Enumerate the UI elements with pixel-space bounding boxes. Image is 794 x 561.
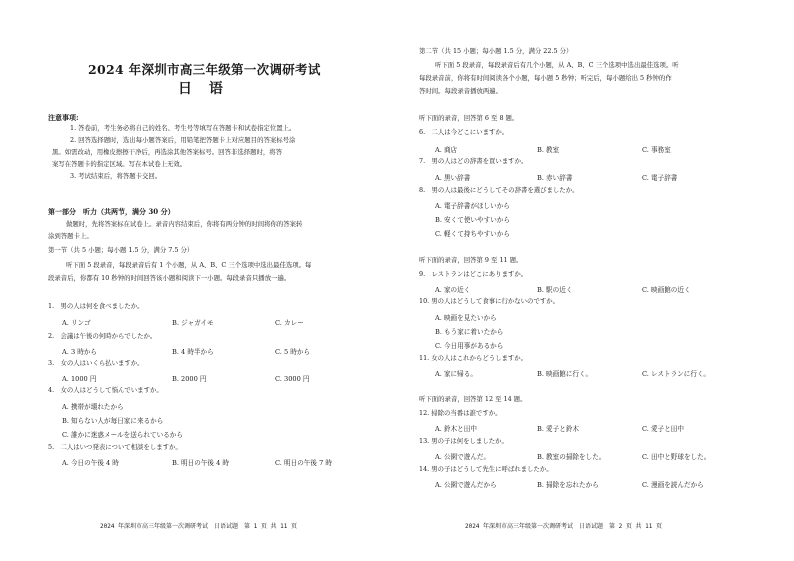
notice-line: 2. 回答选择题时，选出每小题答案后，用铅笔把答题卡上对应题目的答案标号涂	[70, 136, 296, 144]
part1-text: 涂到答题卡上。	[48, 232, 93, 240]
question-6: 6. 二人は今どこにいますか。	[419, 128, 509, 136]
question-14: 14. 男の子はどうして先生に呼ばれましたか。	[419, 465, 553, 473]
exam-subject: 日 语	[178, 81, 229, 97]
option-c: C. 愛子と田中	[642, 425, 684, 433]
page-footer: 2024 年深圳市高三年级第一次调研考试 日语试题 第 1 页 共 11 页	[100, 523, 297, 530]
question-7: 7. 男の人はどの辞書を買いますか。	[419, 157, 528, 165]
section1-heading: 第一节（共 5 小题；每小题 1.5 分，满分 7.5 分）	[48, 246, 194, 254]
question-13: 13. 男の子は何をしましたか。	[419, 437, 508, 445]
question-3: 3. 女の人はいくら払いますか。	[48, 359, 144, 367]
notice-line: 1. 答卷前，考生务必将自己的姓名、考生号等填写在答题卡和试卷指定位置上。	[70, 124, 296, 132]
group-intro: 听下面的录音，回答第 12 至 14 题。	[419, 395, 527, 403]
option-b: B. 4 時半から	[172, 348, 214, 356]
option-a: A. 電子辞書がほしいから	[435, 202, 510, 210]
option-b: B. 教室の掃除をした。	[537, 453, 606, 461]
notice-heading: 注意事项:	[48, 113, 79, 122]
option-a: A. 家の近く	[435, 286, 471, 294]
question-5: 5. 二人はいつ発表について相談をしますか。	[48, 443, 182, 451]
option-a: A. 今日の午後 4 時	[62, 459, 119, 467]
exam-page-2	[397, 0, 794, 561]
question-2: 2. 会議は午後の何時からでしたか。	[48, 332, 157, 340]
option-b: B. 映画館に行く。	[537, 370, 593, 378]
option-c: C. カレー	[275, 319, 304, 327]
group-intro: 听下面的录音，回答第 6 至 8 题。	[419, 114, 519, 122]
notice-line: 黑。如需改动，用橡皮擦擦干净后，再选涂其他答案标号。回答非选择题时，将答	[52, 148, 283, 156]
question-1: 1. 男の人は何を食べましたか。	[48, 302, 144, 310]
option-c: C. 電子辞書	[642, 174, 678, 182]
option-c: C. 明日の午後 7 時	[275, 459, 332, 467]
option-b: B. もう家に着いたから	[435, 328, 504, 336]
option-c: C. 3000 円	[275, 375, 310, 383]
question-11: 11. 女の人はこれからどうしますか。	[419, 354, 528, 362]
notice-line: 3. 考试结束后，将答题卡交回。	[70, 172, 162, 180]
option-b: B. 駅の近く	[537, 286, 573, 294]
section2-heading: 第二节（共 15 小题；每小题 1.5 分，满分 22.5 分）	[419, 47, 573, 55]
option-b: B. 安くて使いやすいから	[435, 216, 510, 224]
option-a: A. 映画を見たいから	[435, 314, 497, 322]
option-a: A. リンゴ	[62, 319, 91, 327]
section2-text: 听下面 5 段录音，每段录音后有几个小题，从 A、B、C 三个选项中选出最佳选项。听	[435, 61, 679, 69]
option-c: C. 映画館の近く	[642, 286, 691, 294]
option-a: A. 鈴木と田中	[435, 425, 477, 433]
option-c: C. 誰かに迷惑メールを送られているから	[62, 431, 183, 439]
section1-text: 听下面 5 段录音，每段录音后有 1 个小题，从 A、B、C 三个选项中选出最佳选项。每	[66, 261, 312, 269]
option-b: B. ジャガイモ	[172, 319, 214, 327]
question-12: 12. 掃除の当番は誰ですか。	[419, 409, 502, 417]
part1-text: 做题时，先将答案标在试卷上。录音内容结束后，你将有两分钟的时间将你的答案转	[66, 220, 303, 228]
option-c: C. 田中と野球をした。	[642, 453, 711, 461]
page-footer: 2024 年深圳市高三年级第一次调研考试 日语试题 第 2 页 共 11 页	[465, 523, 662, 530]
question-9: 9. レストランはどこにありますか。	[419, 270, 528, 278]
question-10: 10. 男の人はどうして食事に行かないのですか。	[419, 297, 560, 305]
option-a: A. 公園で遊んだ。	[435, 453, 491, 461]
option-a: A. 携帯が壊れたから	[62, 403, 124, 411]
option-b: B. 2000 円	[172, 375, 207, 383]
section1-text: 段录音后，你都有 10 秒钟的时间回答该小题和阅读下一小题。每段录音只播放一遍。	[48, 274, 291, 282]
option-a: A. 家に帰る。	[435, 370, 477, 378]
section2-text: 答时间。每段录音播放两遍。	[419, 87, 503, 95]
option-a: A. 3 時から	[62, 348, 98, 356]
option-b: B. 明日の午後 4 時	[172, 459, 229, 467]
question-8: 8. 男の人は最後にどうしてその辞書を選びましたか。	[419, 186, 579, 194]
option-c: C. 事務室	[642, 146, 671, 154]
option-b: B. 教室	[537, 146, 560, 154]
notice-line: 案写在答题卡的指定区域。写在本试卷上无效。	[52, 160, 187, 168]
option-c: C. 漫画を読んだから	[642, 481, 704, 489]
option-b: B. 赤い辞書	[537, 174, 573, 182]
part1-heading: 第一部分 听力（共两节，满分 30 分）	[48, 207, 175, 216]
question-4: 4. 女の人はどうして悩んでいますか。	[48, 386, 163, 394]
option-b: B. 知らない人が毎日家に来るから	[62, 417, 164, 425]
option-c: C. 軽くて持ちやすいから	[435, 230, 510, 238]
group-intro: 听下面的录音，回答第 9 至 11 题。	[419, 256, 523, 264]
exam-title: 2024 年深圳市高三年级第一次调研考试	[88, 62, 321, 77]
section2-text: 每段录音前，你将有时间阅读各个小题，每小题 5 秒钟；听完后，每小题给出 5 秒钟的作	[419, 74, 672, 82]
option-c: C. レストランに行く。	[642, 370, 711, 378]
option-b: B. 掃除を忘れたから	[537, 481, 599, 489]
option-a: A. 商店	[435, 146, 458, 154]
option-c: C. 今日用事があるから	[435, 342, 504, 350]
option-a: A. 1000 円	[62, 375, 97, 383]
option-c: C. 5 時から	[275, 348, 311, 356]
option-b: B. 愛子と鈴木	[537, 425, 580, 433]
option-a: A. 公園で遊んだから	[435, 481, 497, 489]
option-a: A. 黒い辞書	[435, 174, 471, 182]
